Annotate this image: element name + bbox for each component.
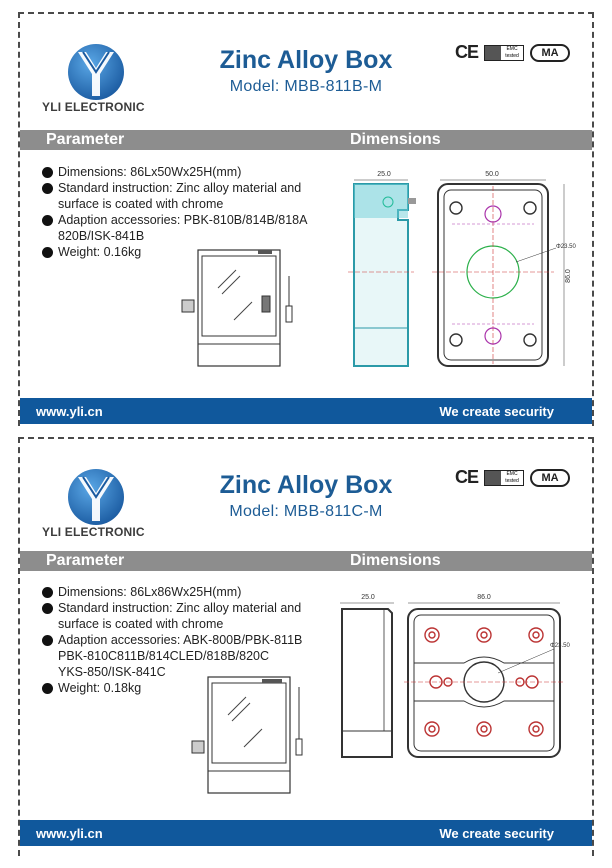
ma-mark: MA (530, 44, 570, 62)
cert-marks (455, 467, 570, 488)
front-height-label: 86.0 (565, 269, 572, 283)
param-item: Adaption accessories: ABK-800B/PBK-811B PBK-810C811B/814CLED/818B/820C YKS-850/ISK-841C (42, 632, 352, 680)
logo-text: YLI ELECTRONIC (42, 100, 145, 114)
param-item: Standard instruction: Zinc alloy material and surface is coated with chrome (42, 180, 352, 212)
front-view-drawing (404, 591, 588, 761)
param-item: Adaption accessories: PBK-810B/814B/818A 820B/ISK-841B (42, 212, 352, 244)
dimensions-heading: Dimensions (350, 131, 441, 148)
emc-label: EMC (506, 45, 518, 52)
emc-mark (484, 45, 524, 61)
param-item: Weight: 0.18kg (42, 680, 352, 696)
slogan: We create security (439, 826, 554, 841)
emc-tested: tested (505, 477, 519, 484)
parameter-list (42, 164, 352, 260)
slogan: We create security (439, 404, 554, 419)
product-title: Zinc Alloy Box (219, 46, 393, 74)
side-view-drawing (336, 591, 400, 761)
param-item: Dimensions: 86Lx86Wx25H(mm) (42, 584, 352, 600)
ce-mark: CE (454, 42, 478, 62)
side-width-label: 25.0 (361, 594, 375, 601)
website-link[interactable]: www.yli.cn (36, 826, 103, 841)
front-width-label: 86.0 (477, 594, 491, 601)
section-bar (20, 130, 592, 150)
product-title: Zinc Alloy Box (219, 471, 393, 499)
hole-diameter-label: Φ23.50 (550, 643, 570, 649)
parameter-heading: Parameter (46, 552, 125, 569)
dimensions-heading: Dimensions (350, 552, 441, 569)
product-model: Model: MBB-811B-M (229, 78, 383, 95)
param-item: Weight: 0.16kg (42, 244, 352, 260)
emc-logo-icon (485, 471, 501, 485)
side-view-drawing (348, 168, 428, 374)
hole-diameter-label: Φ23.50 (556, 244, 576, 250)
emc-logo-icon (485, 46, 501, 60)
front-width-label: 50.0 (485, 171, 499, 178)
ce-mark: CE (454, 467, 478, 487)
logo-text: YLI ELECTRONIC (42, 525, 145, 539)
front-view-drawing (432, 168, 594, 374)
param-item: Dimensions: 86Lx50Wx25H(mm) (42, 164, 352, 180)
ma-mark: MA (530, 469, 570, 487)
footer-bar (20, 398, 592, 424)
cert-marks (455, 42, 570, 63)
website-link[interactable]: www.yli.cn (36, 404, 103, 419)
install-illustration (188, 675, 313, 797)
side-width-label: 25.0 (377, 171, 391, 178)
parameter-heading: Parameter (46, 131, 125, 148)
footer-bar (20, 820, 592, 846)
emc-mark (484, 470, 524, 486)
param-item: Standard instruction: Zinc alloy material and surface is coated with chrome (42, 600, 352, 632)
product-card-1 (18, 12, 594, 426)
install-illustration (178, 248, 303, 370)
product-card-2 (18, 437, 594, 856)
section-bar (20, 551, 592, 571)
emc-label: EMC (506, 470, 518, 477)
product-model: Model: MBB-811C-M (229, 503, 383, 520)
emc-tested: tested (505, 52, 519, 59)
